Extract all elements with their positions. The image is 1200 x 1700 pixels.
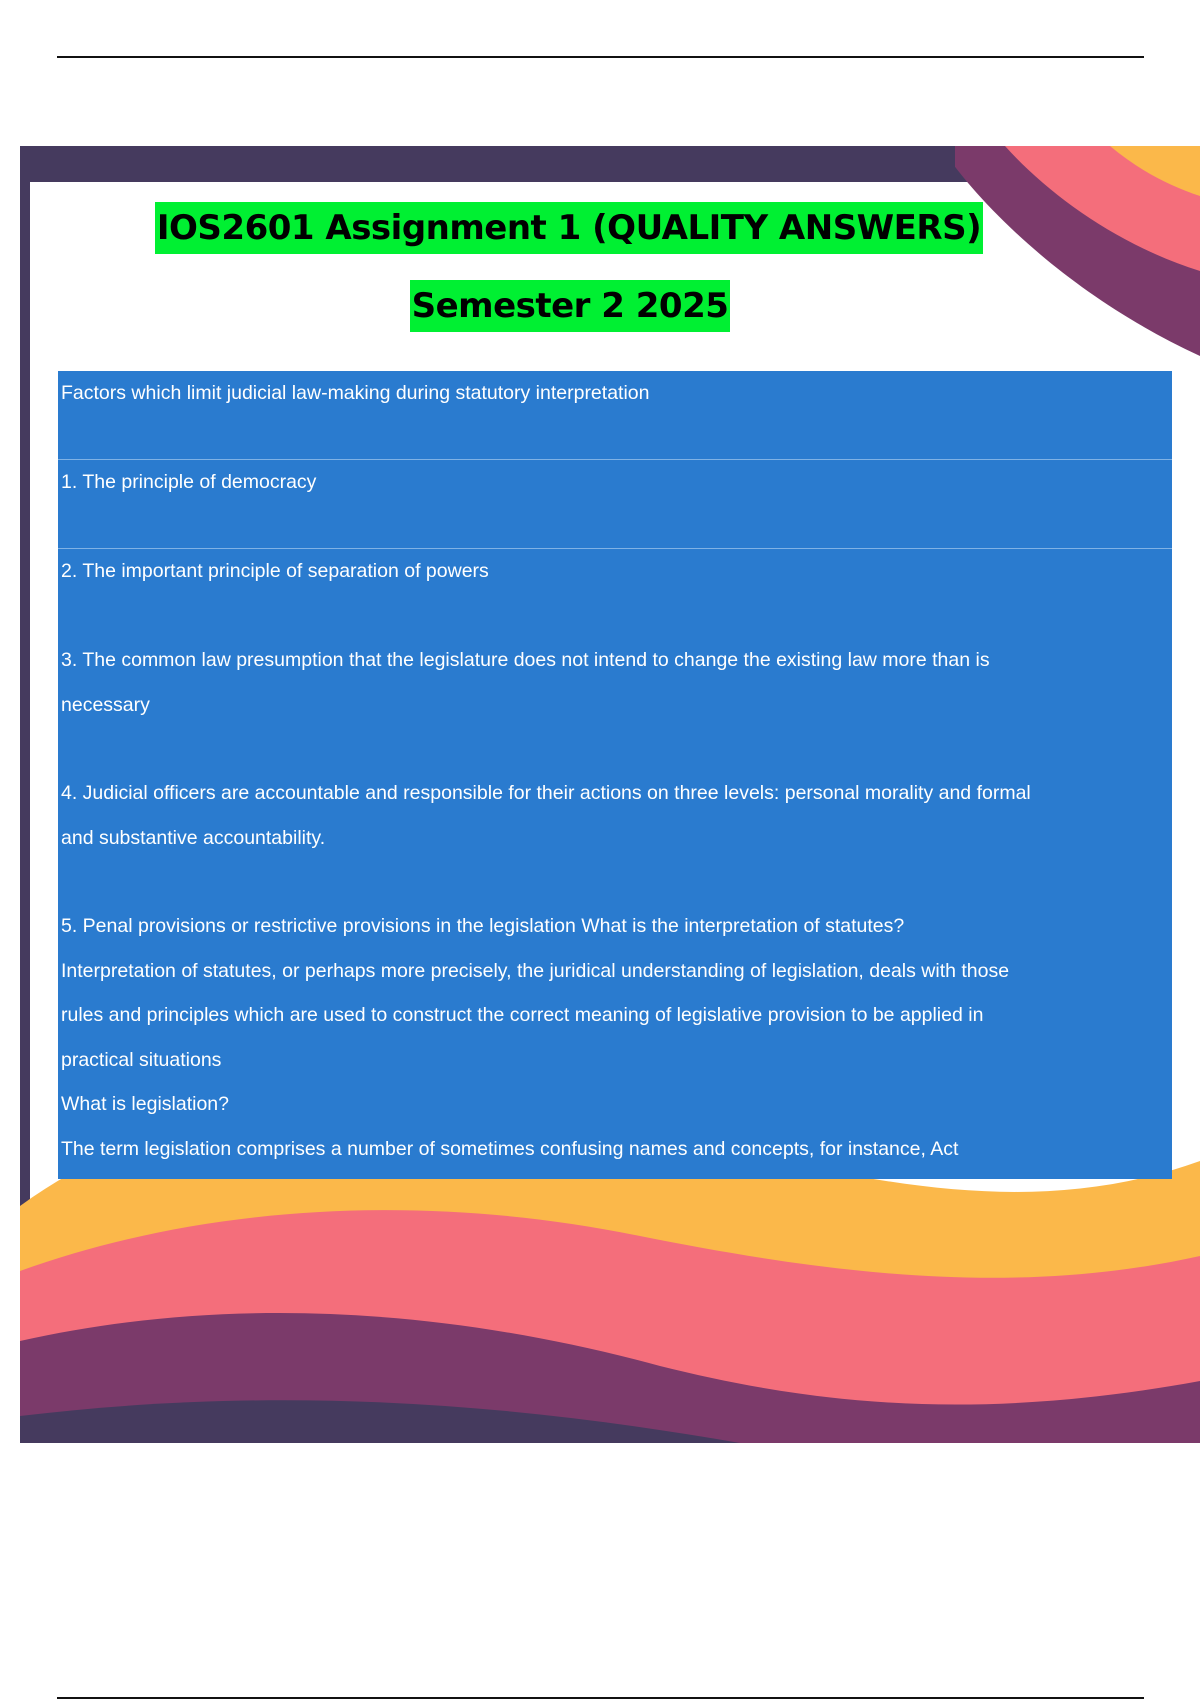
top-rule bbox=[57, 56, 1144, 58]
list-item bbox=[58, 904, 1172, 1179]
list-item bbox=[58, 638, 1172, 771]
subtitle-row bbox=[20, 280, 1120, 332]
paragraph-text: practical situations bbox=[61, 1048, 222, 1071]
list-item-text: 1. The principle of democracy bbox=[61, 471, 317, 493]
list-item bbox=[58, 771, 1172, 904]
list-item-text: 3. The common law presumption that the legislature does not intend to change the existing law more than is bbox=[61, 649, 990, 671]
bottom-rule bbox=[57, 1697, 1144, 1699]
list-item-text: 4. Judicial officers are accountable and responsible for their actions on three levels: personal morality and formal bbox=[61, 782, 1031, 804]
paragraph-text: The term legislation comprises a number of sometimes confusing names and concepts, for instance, Act bbox=[61, 1137, 959, 1160]
list-item-text: 2. The important principle of separation of powers bbox=[61, 560, 489, 582]
cover-banner bbox=[20, 146, 1200, 1443]
document-title: IOS2601 Assignment 1 (QUALITY ANSWERS) bbox=[155, 202, 983, 254]
answer-content-box bbox=[58, 371, 1172, 1179]
list-item bbox=[58, 460, 1172, 549]
paragraph-text: Interpretation of statutes, or perhaps more precisely, the juridical understanding of legislation, deals with those bbox=[61, 959, 1010, 982]
list-item-text: and substantive accountability. bbox=[61, 826, 326, 849]
question-text: What is legislation? bbox=[61, 1093, 229, 1115]
list-item-text: necessary bbox=[61, 693, 150, 716]
content-heading: Factors which limit judicial law-making during statutory interpretation bbox=[61, 382, 650, 404]
title-row bbox=[20, 202, 1120, 254]
list-item bbox=[58, 549, 1172, 638]
list-item-text: 5. Penal provisions or restrictive provisions in the legislation What is the interpretation of statutes? bbox=[61, 915, 905, 937]
paragraph-text: rules and principles which are used to construct the correct meaning of legislative provision to be applied in bbox=[61, 1004, 984, 1026]
document-subtitle: Semester 2 2025 bbox=[410, 280, 731, 332]
content-heading-row bbox=[58, 371, 1172, 460]
